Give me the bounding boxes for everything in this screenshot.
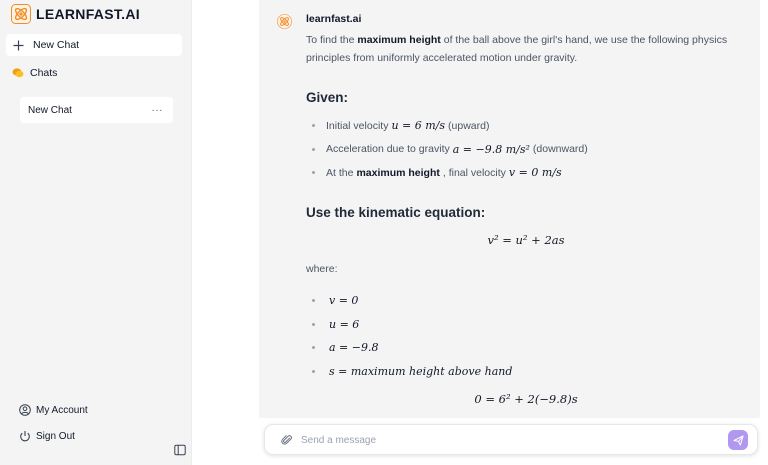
chats-section-header [12, 66, 57, 80]
my-account-link[interactable] [19, 403, 88, 417]
where-math: v = 0 [329, 294, 359, 308]
sign-out-label: Sign Out [36, 430, 75, 442]
list-item [312, 360, 515, 384]
list-item [312, 114, 588, 138]
given-math: u = 6 m/s [391, 119, 446, 133]
given-suffix: (downward) [532, 143, 588, 156]
send-button[interactable] [728, 430, 748, 450]
plus-icon [13, 40, 24, 51]
message-author: learnfast.ai [306, 13, 362, 25]
list-item [312, 138, 588, 162]
given-math: v = 0 m/s [508, 166, 562, 180]
paperclip-icon[interactable] [281, 434, 293, 446]
where-label: where: [306, 263, 338, 275]
list-item [312, 161, 588, 185]
assistant-message [259, 0, 760, 418]
given-bold: maximum height [356, 166, 440, 179]
atom-avatar-icon [277, 14, 292, 29]
message-composer [264, 424, 758, 455]
intro-paragraph [306, 31, 746, 67]
where-list [312, 289, 515, 383]
intro-bold: maximum height [357, 34, 441, 46]
given-list [312, 114, 588, 185]
given-text: Acceleration due to gravity [326, 143, 450, 156]
where-math: s = maximum height above hand [329, 364, 513, 378]
list-item [312, 336, 515, 360]
chat-bubbles-icon [12, 67, 24, 79]
sign-out-link[interactable] [19, 429, 75, 443]
new-chat-label: New Chat [33, 39, 80, 51]
atom-logo-icon [11, 4, 31, 24]
more-options-icon[interactable]: ··· [151, 104, 163, 116]
new-chat-button[interactable] [6, 34, 182, 56]
brand[interactable] [11, 4, 140, 24]
where-math: a = −9.8 [329, 341, 379, 355]
chat-list-item[interactable] [20, 97, 173, 123]
message-content [306, 31, 746, 406]
power-icon [19, 430, 31, 442]
message-input[interactable] [301, 431, 711, 449]
chat-main [192, 0, 768, 465]
equation-text: v² = u² + 2as [487, 233, 565, 247]
list-item [312, 313, 515, 337]
given-math: a = −9.8 m/s² [452, 142, 530, 156]
where-math: u = 6 [329, 317, 360, 331]
chat-item-label: New Chat [28, 104, 72, 116]
collapse-sidebar-icon[interactable] [174, 444, 186, 456]
given-heading: Given: [306, 90, 349, 105]
sidebar [0, 0, 192, 465]
intro-text-cont: of the ball above the girl's hand, we use the following physics principles from uniformly accelerated motion under gravity. [306, 34, 728, 64]
equation-text: 0 = 6² + 2(−9.8)s [474, 392, 578, 406]
kinematic-heading: Use the kinematic equation: [306, 205, 486, 220]
send-icon [733, 435, 744, 446]
given-text: Initial velocity [326, 119, 389, 132]
user-circle-icon [19, 404, 31, 416]
given-text-cont: , final velocity [442, 166, 506, 179]
kinematic-equation [306, 233, 746, 247]
given-suffix: (upward) [448, 119, 490, 132]
my-account-label: My Account [36, 404, 88, 416]
chats-label: Chats [30, 67, 58, 79]
brand-name: LEARNFAST.AI [36, 6, 140, 22]
intro-text: To find the [306, 34, 358, 46]
substituted-equation [306, 392, 746, 406]
given-text: At the [326, 166, 354, 179]
list-item [312, 289, 515, 313]
